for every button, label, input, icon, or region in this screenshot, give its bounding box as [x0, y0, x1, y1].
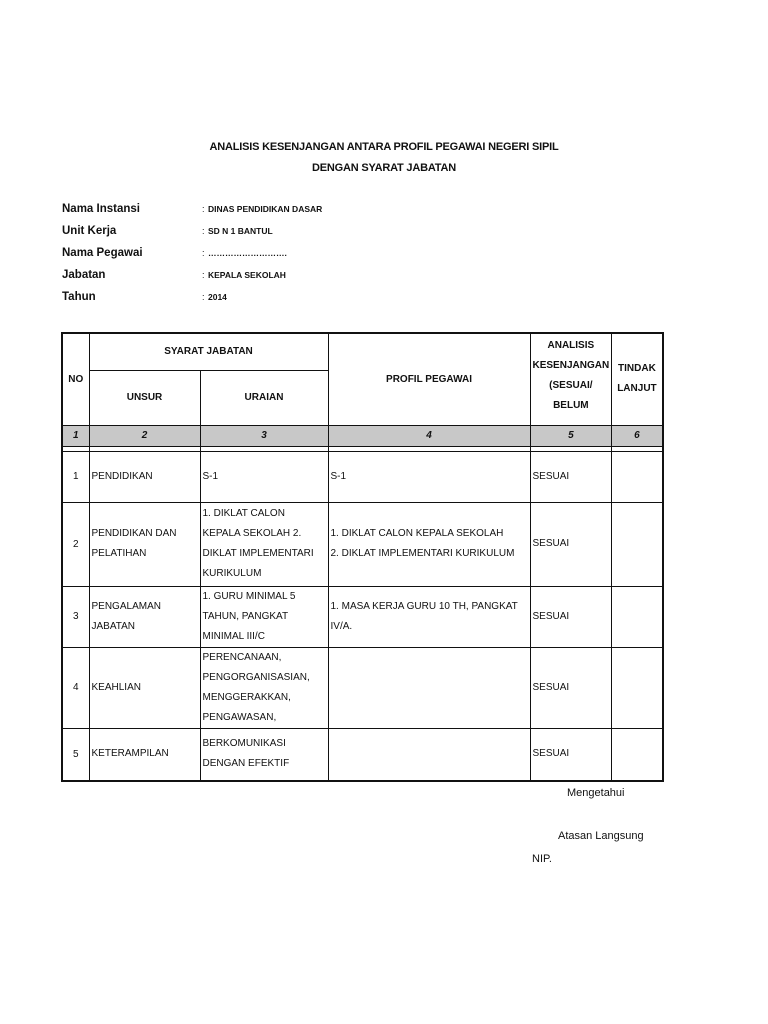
row-unsur: PENGALAMAN JABATAN: [89, 586, 200, 647]
header-analisis: ANALISIS KESENJANGAN (SESUAI/ BELUM: [530, 333, 612, 425]
column-number: 2: [89, 425, 200, 446]
row-no: 5: [62, 728, 89, 781]
row-profil: S-1: [328, 451, 530, 502]
header-no: NO: [62, 333, 89, 425]
signature-mengetahui: Mengetahui: [567, 787, 625, 799]
row-analisis: SESUAI: [530, 647, 612, 728]
column-number-row: [62, 425, 663, 446]
header-profil-pegawai: PROFIL PEGAWAI: [328, 333, 530, 425]
row-profil: 1. MASA KERJA GURU 10 TH, PANGKAT IV/A.: [328, 586, 530, 647]
header-row-1: [62, 333, 663, 370]
info-value: KEPALA SEKOLAH: [208, 270, 286, 280]
document-title-line2: DENGAN SYARAT JABATAN: [312, 162, 456, 174]
row-unsur: PENDIDIKAN DAN PELATIHAN: [89, 502, 200, 586]
row-tindak-lanjut: [612, 586, 663, 647]
info-label: Nama Pegawai: [62, 247, 143, 259]
row-unsur: KEAHLIAN: [89, 647, 200, 728]
table-row: [62, 586, 663, 647]
gap-analysis-table: [61, 332, 664, 782]
header-tindak-lanjut: TINDAK LANJUT: [612, 333, 663, 425]
row-analisis: SESUAI: [530, 586, 612, 647]
table-row: [62, 647, 663, 728]
row-tindak-lanjut: [612, 728, 663, 781]
info-value: 2014: [208, 292, 227, 302]
column-number: 4: [328, 425, 530, 446]
column-number: 3: [200, 425, 328, 446]
table-row: [62, 728, 663, 781]
row-unsur: KETERAMPILAN: [89, 728, 200, 781]
table-row: [62, 451, 663, 502]
info-colon: :: [202, 248, 205, 258]
info-label: Jabatan: [62, 269, 106, 281]
row-profil: 1. DIKLAT CALON KEPALA SEKOLAH 2. DIKLAT IMPLEMENTARI KURIKULUM: [328, 502, 530, 586]
info-colon: :: [202, 270, 205, 280]
info-colon: :: [202, 204, 205, 214]
row-tindak-lanjut: [612, 502, 663, 586]
signature-atasan: Atasan Langsung: [558, 830, 644, 842]
row-uraian: 1. GURU MINIMAL 5 TAHUN, PANGKAT MINIMAL III/C: [200, 586, 328, 647]
row-profil: [328, 647, 530, 728]
header-syarat-jabatan: SYARAT JABATAN: [89, 333, 328, 370]
row-uraian: S-1: [200, 451, 328, 502]
info-label: Nama Instansi: [62, 203, 140, 215]
row-analisis: SESUAI: [530, 728, 612, 781]
column-number: 6: [612, 425, 663, 446]
row-uraian: BERKOMUNIKASI DENGAN EFEKTIF: [200, 728, 328, 781]
header-uraian: URAIAN: [200, 370, 328, 425]
row-no: 3: [62, 586, 89, 647]
header-unsur: UNSUR: [89, 370, 200, 425]
row-no: 4: [62, 647, 89, 728]
signature-nip: NIP.: [532, 853, 552, 865]
info-colon: :: [202, 226, 205, 236]
info-colon: :: [202, 292, 205, 302]
column-number: 5: [530, 425, 612, 446]
row-no: 2: [62, 502, 89, 586]
info-value: SD N 1 BANTUL: [208, 226, 273, 236]
info-label: Tahun: [62, 291, 96, 303]
row-uraian: 1. DIKLAT CALON KEPALA SEKOLAH 2. DIKLAT IMPLEMENTARI KURIKULUM: [200, 502, 328, 586]
row-tindak-lanjut: [612, 451, 663, 502]
info-value: ……………………….: [208, 248, 287, 258]
row-no: 1: [62, 451, 89, 502]
row-unsur: PENDIDIKAN: [89, 451, 200, 502]
row-analisis: SESUAI: [530, 502, 612, 586]
info-label: Unit Kerja: [62, 225, 117, 237]
row-profil: [328, 728, 530, 781]
row-tindak-lanjut: [612, 647, 663, 728]
column-number: 1: [62, 425, 89, 446]
table-row: [62, 502, 663, 586]
row-analisis: SESUAI: [530, 451, 612, 502]
row-uraian: PERENCANAAN, PENGORGANISASIAN, MENGGERAKKAN, PENGAWASAN,: [200, 647, 328, 728]
info-value: DINAS PENDIDIKAN DASAR: [208, 204, 323, 214]
document-title-line1: ANALISIS KESENJANGAN ANTARA PROFIL PEGAWAI NEGERI SIPIL: [209, 141, 559, 153]
